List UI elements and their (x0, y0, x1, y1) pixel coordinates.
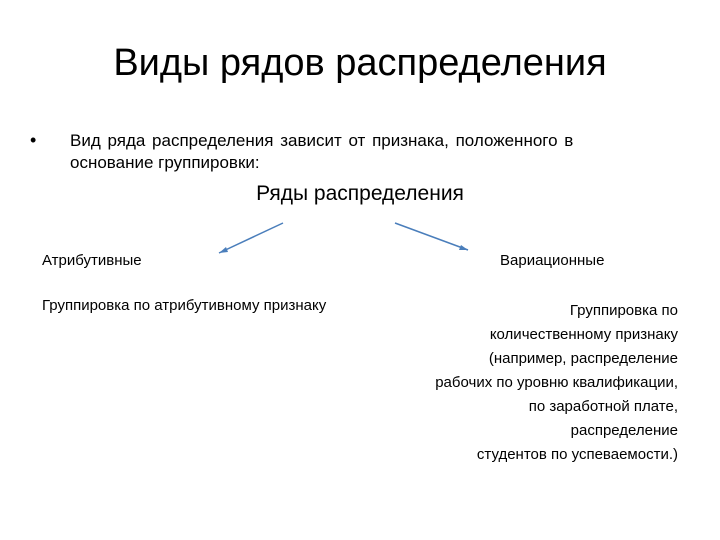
variational-description-line: количественному признаку (489, 326, 678, 343)
variational-description-line: студентов по успеваемости.) (476, 446, 678, 463)
arrow-head-left (219, 247, 228, 253)
variational-description-line: распределение (570, 422, 678, 439)
bullet-text-line-1: Вид ряда распределения зависит от признака, положенного в (70, 131, 574, 150)
slide-title: Виды рядов распределения (113, 42, 607, 84)
variational-heading: Вариационные (500, 252, 605, 269)
variational-description (380, 299, 678, 467)
variational-description-line: рабочих по уровню квалификации, (435, 374, 678, 391)
variational-description-line: (например, распределение (488, 350, 678, 367)
bullet-text-line-2: основание группировки: (70, 153, 260, 172)
variational-description-line: по заработной плате, (528, 398, 678, 415)
attributive-description: Группировка по атрибутивному признаку (42, 297, 327, 314)
arrow-head-right (459, 245, 468, 250)
arrow-to-attributive (219, 223, 283, 253)
center-label: Ряды распределения (256, 182, 464, 205)
variational-description-line: Группировка по (569, 302, 678, 319)
bullet-marker: • (30, 130, 37, 150)
attributive-heading: Атрибутивные (42, 252, 142, 269)
arrow-to-variational (395, 223, 468, 250)
